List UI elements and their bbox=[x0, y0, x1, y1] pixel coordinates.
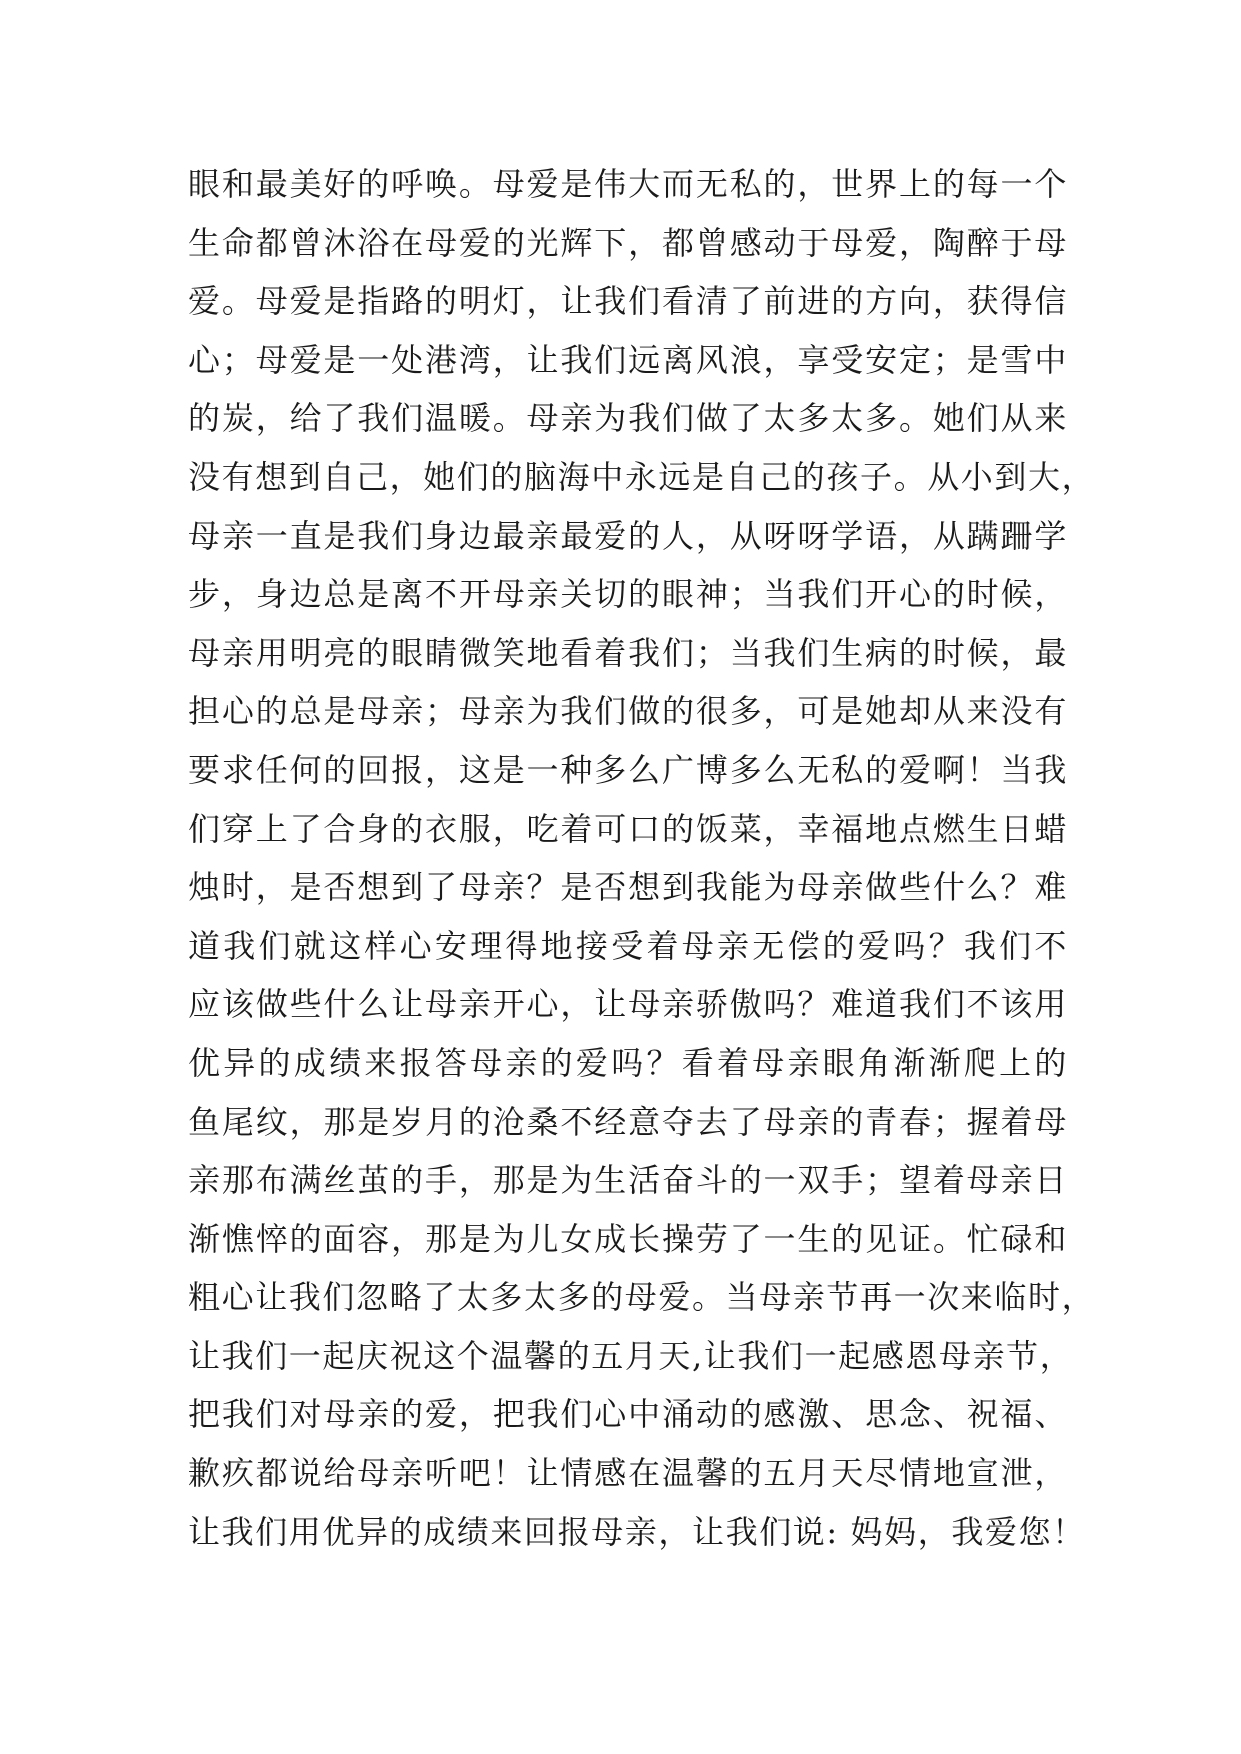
text-line: 渐憔悴的面容，那是为儿女成长操劳了一生的见证。忙碌和 bbox=[188, 1219, 1068, 1258]
text-line: 的炭，给了我们温暖。母亲为我们做了太多太多。她们从来 bbox=[188, 399, 1068, 438]
text-line: 们穿上了合身的衣服，吃着可口的饭菜，幸福地点燃生日蜡 bbox=[188, 809, 1068, 848]
text-line: 应该做些什么让母亲开心，让母亲骄傲吗？难道我们不该用 bbox=[188, 985, 1068, 1024]
body-text bbox=[188, 155, 1096, 1561]
text-line: 优异的成绩来报答母亲的爱吗？看着母亲眼角渐渐爬上的 bbox=[188, 1043, 1068, 1082]
text-line: 亲那布满丝茧的手，那是为生活奋斗的一双手；望着母亲日 bbox=[188, 1161, 1068, 1200]
text-line: 没有想到自己，她们的脑海中永远是自己的孩子。从小到大， bbox=[188, 457, 1096, 496]
text-line: 母亲一直是我们身边最亲最爱的人，从呀呀学语，从蹒跚学 bbox=[188, 516, 1068, 555]
text-line: 母亲用明亮的眼睛微笑地看着我们；当我们生病的时候，最 bbox=[188, 633, 1068, 672]
text-line: 爱。母爱是指路的明灯，让我们看清了前进的方向，获得信 bbox=[188, 282, 1068, 321]
text-line: 生命都曾沐浴在母爱的光辉下，都曾感动于母爱，陶醉于母 bbox=[188, 223, 1068, 262]
text-line: 步，身边总是离不开母亲关切的眼神；当我们开心的时候， bbox=[188, 575, 1068, 614]
text-line: 烛时，是否想到了母亲？是否想到我能为母亲做些什么？难 bbox=[188, 868, 1068, 907]
text-line: 把我们对母亲的爱，把我们心中涌动的感激、思念、祝福、 bbox=[188, 1395, 1068, 1434]
text-line: 心；母爱是一处港湾，让我们远离风浪，享受安定；是雪中 bbox=[188, 340, 1068, 379]
text-line: 粗心让我们忽略了太多太多的母爱。当母亲节再一次来临时， bbox=[188, 1278, 1096, 1317]
text-line: 担心的总是母亲；母亲为我们做的很多，可是她却从来没有 bbox=[188, 692, 1068, 731]
text-line: 鱼尾纹，那是岁月的沧桑不经意夺去了母亲的青春；握着母 bbox=[188, 1102, 1068, 1141]
text-line: 让我们一起庆祝这个温馨的五月天,让我们一起感恩母亲节， bbox=[188, 1336, 1074, 1375]
text-line: 歉疚都说给母亲听吧！让情感在温馨的五月天尽情地宣泄， bbox=[188, 1454, 1068, 1493]
text-line: 要求任何的回报，这是一种多么广博多么无私的爱啊！当我 bbox=[188, 750, 1068, 789]
text-line: 眼和最美好的呼唤。母爱是伟大而无私的，世界上的每一个 bbox=[188, 165, 1068, 203]
text-line: 让我们用优异的成绩来回报母亲，让我们说: 妈妈，我爱您！ bbox=[188, 1512, 1086, 1551]
text-line: 道我们就这样心安理得地接受着母亲无偿的爱吗？我们不 bbox=[188, 926, 1068, 965]
